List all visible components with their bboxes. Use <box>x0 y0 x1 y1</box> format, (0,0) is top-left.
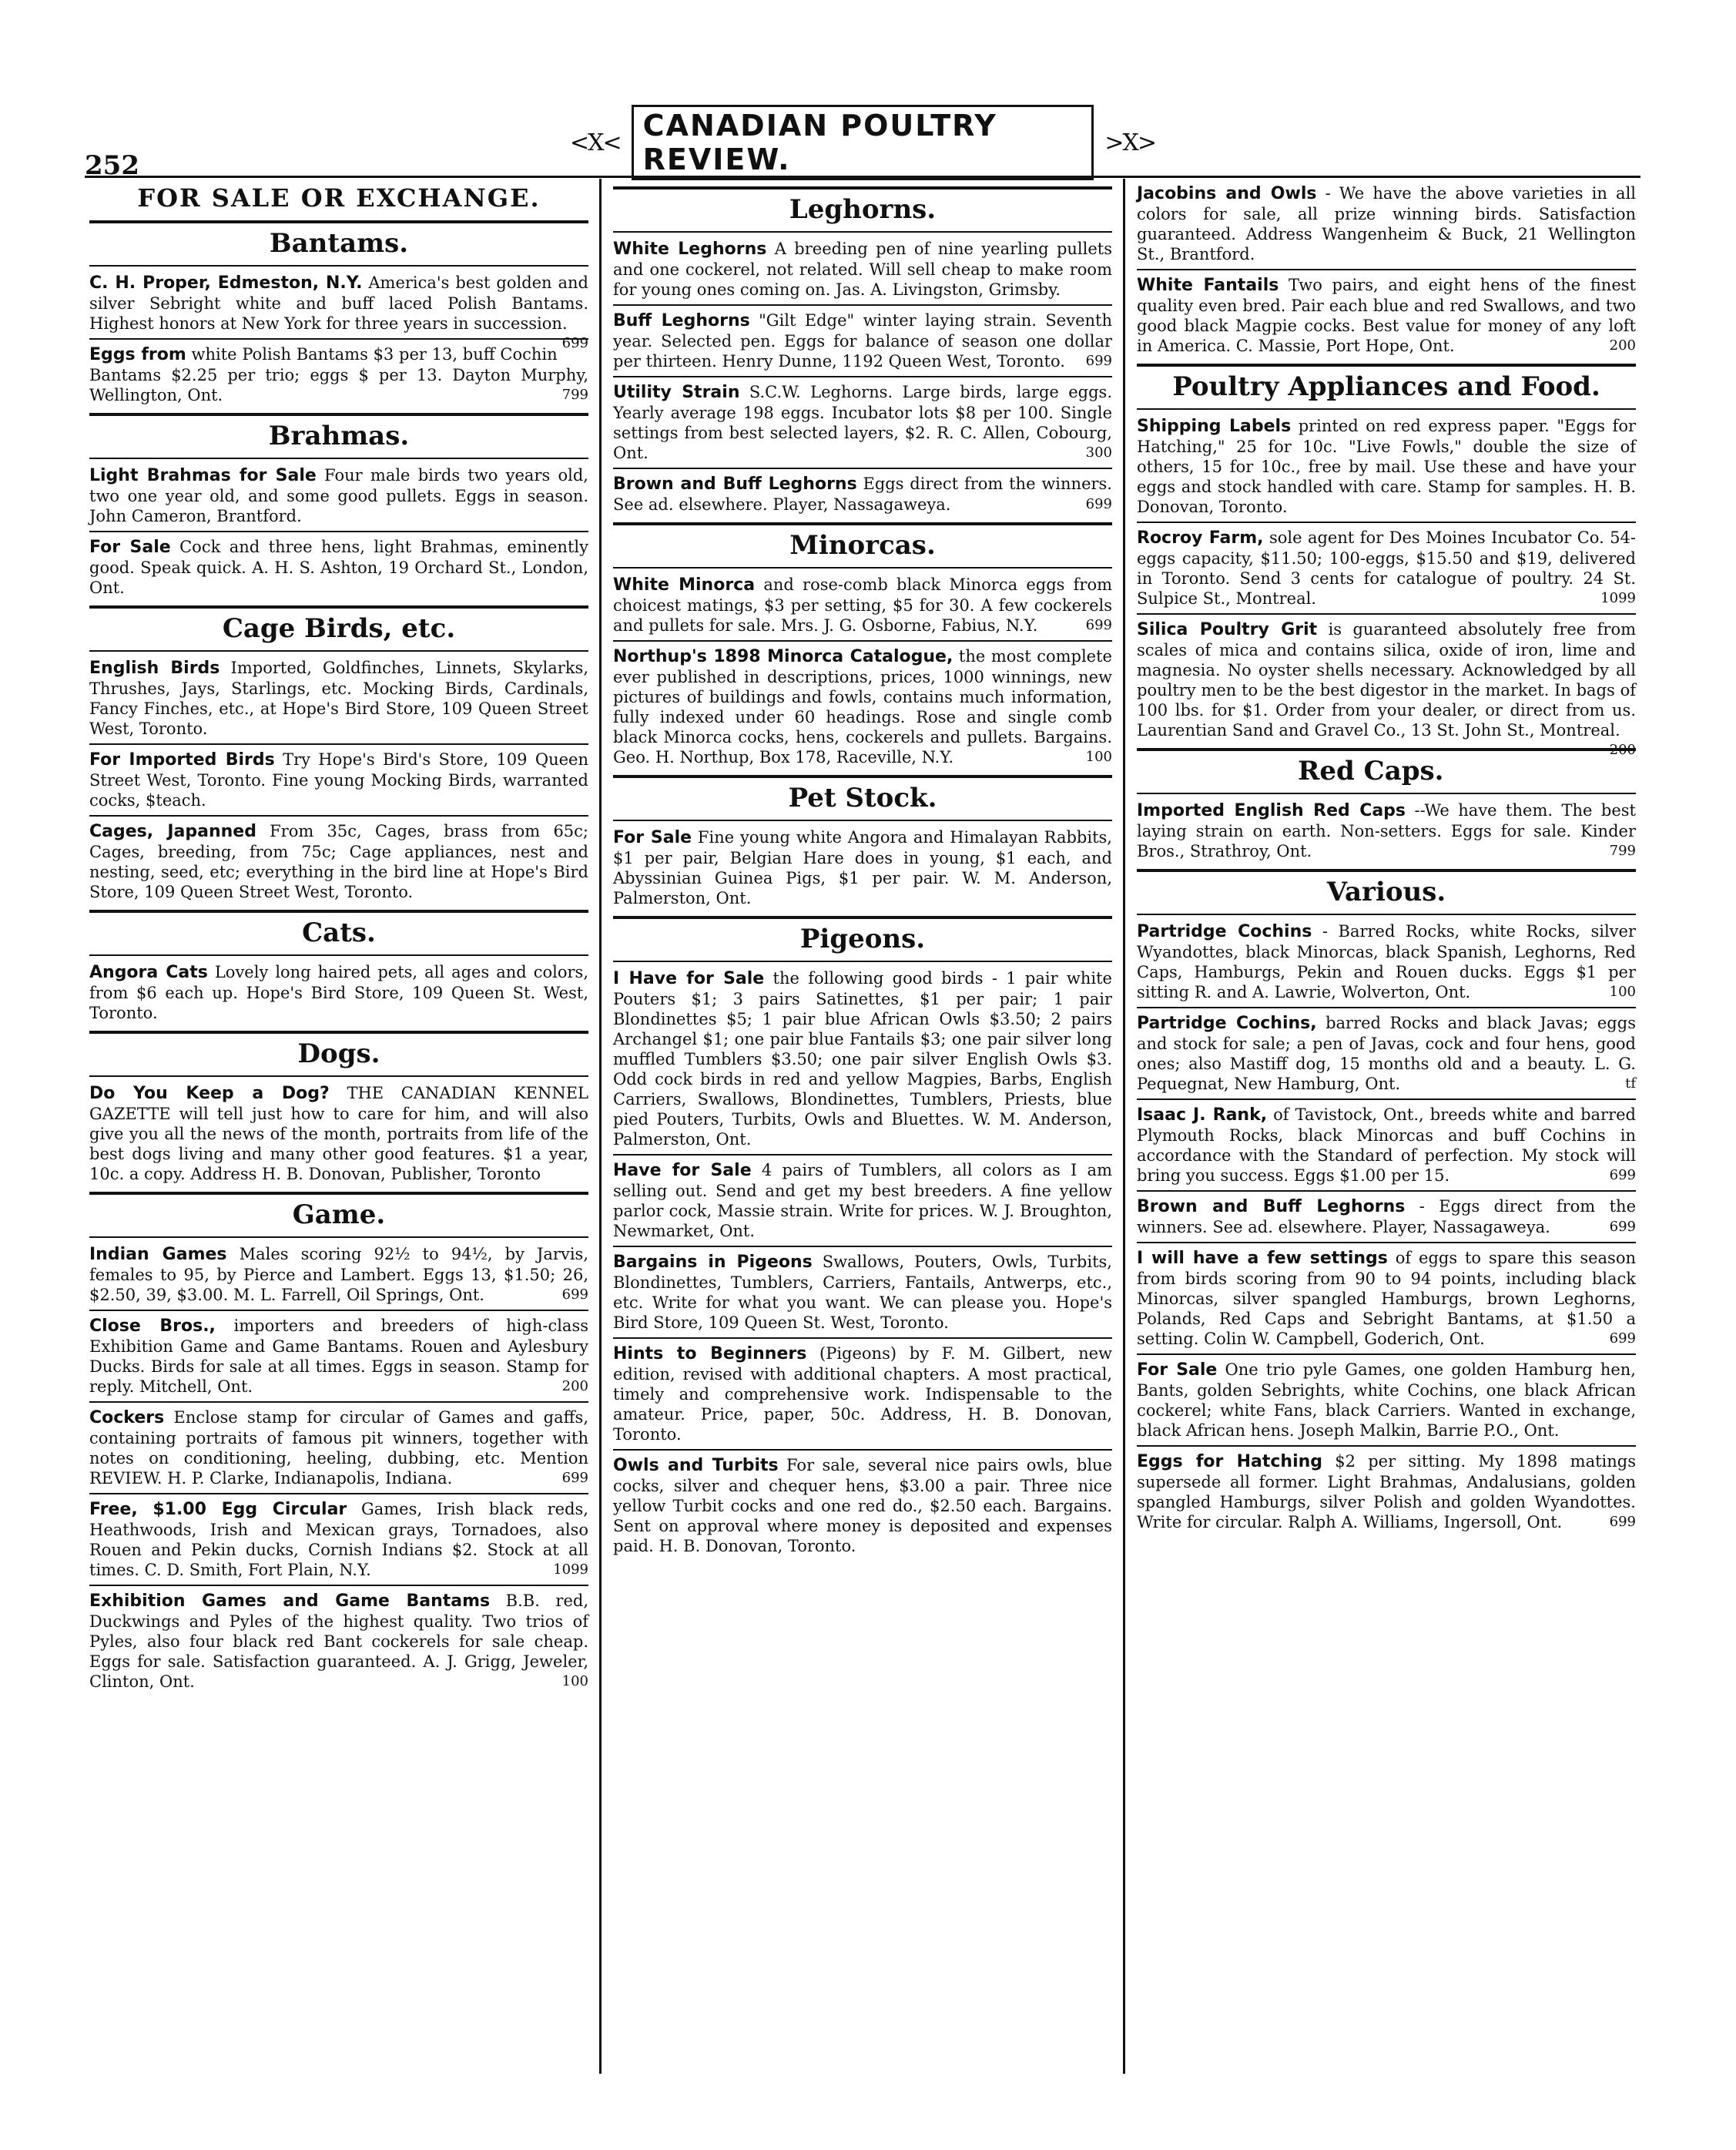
ad-body: (Pigeons) by F. M. Gilbert, new edition, revised with additional chapters. A most practical, timely and comprehensive work. Indispensable to the amateur. Price, paper, 50c. Address, H. B. Donovan, Toronto. <box>613 1344 1112 1444</box>
ad-headline: White Leghorns <box>613 240 767 259</box>
ad-headline: Light Brahmas for Sale <box>89 466 317 485</box>
classified-ad <box>613 827 1112 908</box>
top-rule <box>85 176 1640 178</box>
ad-body: importers and breeders of high-class Exhibition Game and Game Bantams. Rouen and Aylesbury Ducks. Birds for sale at all times. Eggs in season. Stamp for reply. Mitchell, Ont. <box>89 1316 588 1396</box>
ad-headline: Jacobins and Owls <box>1137 184 1317 203</box>
classified-ad <box>613 474 1112 515</box>
ad-divider <box>89 743 588 745</box>
section-heading: Red Caps. <box>1137 748 1636 794</box>
ad-body: "Gilt Edge" winter laying strain. Seventh year. Selected pen. Eggs for balance of season one dollar per thirteen. Henry Dunne, 1192 Queen West, Toronto. <box>613 311 1112 371</box>
ad-code-number: 699 <box>1085 496 1112 512</box>
ad-divider <box>613 468 1112 469</box>
ad-headline: C. H. Proper, Edmeston, N.Y. <box>89 273 363 293</box>
ad-code-number: 1099 <box>1600 590 1636 606</box>
ornament-right: >X> <box>1104 129 1155 156</box>
ad-headline: White Fantails <box>1137 276 1279 295</box>
classified-ad <box>1137 1105 1636 1186</box>
ad-body: printed on red express paper. "Eggs for Hatching," 25 for 10c. "Live Fowls," double the size of others, 15 for 10c., free by mail. Use these and have your eggs and stock handled with care. Stamp for samples. H. B. Donovan, Toronto. <box>1137 417 1636 516</box>
ad-divider <box>613 304 1112 306</box>
ad-body: S.C.W. Leghorns. Large birds, large eggs. Yearly average 198 eggs. Incubator lots $8 per 100. Single settings from best selected layers, $2. R. C. Allen, Cobourg, Ont. <box>613 383 1112 462</box>
column-2 <box>608 179 1117 2074</box>
ad-code-number: 699 <box>1085 353 1112 369</box>
ad-body: A breeding pen of nine yearling pullets and one cockerel, not related. Will sell cheap to make room for young ones coming on. Jas. A. Livingston, Grimsby. <box>613 240 1112 299</box>
classified-ad <box>89 821 588 902</box>
ad-divider <box>1137 1007 1636 1008</box>
ad-body: $2 per sitting. My 1898 matings supersede all former. Light Brahmas, Andalusians, golden spangled Hamburgs, silver Polish and golden Wyandottes. Write for circular. Ralph A. Williams, Ingersoll, Ont. <box>1137 1452 1636 1531</box>
classified-ad <box>1137 800 1636 861</box>
ad-headline: Northup's 1898 Minorca Catalogue, <box>613 647 953 666</box>
ad-divider <box>613 1449 1112 1451</box>
ad-headline: Buff Leghorns <box>613 311 750 330</box>
ad-divider <box>89 338 588 340</box>
ad-body: Fine young white Angora and Himalayan Rabbits, $1 per pair, Belgian Hare does in young, $1 each, and Abyssinian Guinea Pigs, $1 per pair. W. M. Anderson, Palmerston, Ont. <box>613 828 1112 907</box>
ad-divider <box>613 1154 1112 1155</box>
classified-ad <box>89 1591 588 1692</box>
classified-ad <box>1137 275 1636 356</box>
ad-divider <box>89 815 588 817</box>
section-heading: Pigeons. <box>613 916 1112 962</box>
ad-body: the following good birds - 1 pair white Pouters $1; 3 pairs Satinettes, $1 per pair; 1 pair Blondinettes $5; 1 pair blue African Owls $3.50; 2 pairs Archangel $1; one pair blue Fantails $3; one pair silver long muffled Tumblers $3.50; one pair silver English Owls $3. Odd cock birds in red and yellow Magpies, Barbs, English Carriers, Swallows, Blondinettes, Tumblers, Priests, blue pied Pouters, Turbits, Owls and Bluettes. W. M. Anderson, Palmerston, Ont. <box>613 969 1112 1149</box>
ad-code-number: 699 <box>561 1470 588 1486</box>
ad-code-number: 699 <box>1609 1330 1636 1347</box>
masthead <box>570 109 1155 176</box>
ad-headline: For Sale <box>89 538 171 557</box>
ad-headline: Imported English Red Caps <box>1137 801 1406 820</box>
classified-ad <box>89 1083 588 1184</box>
ad-code-number: 699 <box>1609 1514 1636 1530</box>
ad-headline: Cages, Japanned <box>89 822 256 841</box>
ad-body: 4 pairs of Tumblers, all colors as I am selling out. Send and get my best breeders. A fine yellow parlor cock, Massie strain. Write for prices. W. J. Broughton, Newmarket, Ont. <box>613 1161 1112 1240</box>
ad-divider <box>1137 1445 1636 1447</box>
classified-ad <box>1137 1451 1636 1532</box>
ad-body: is guaranteed absolutely free from scales of mica and contains silica, oxide of iron, lime and magnesia. No oyster shells necessary. Acknowledged by all poultry men to be the best digestor in the market. In bags of 100 lbs. for $1. Order from your dealer, or direct from us. Laurentian Sand and Gravel Co., 13 St. John St., Montreal. <box>1137 620 1637 740</box>
ad-divider <box>89 1310 588 1311</box>
ad-code-number: 1099 <box>553 1561 588 1578</box>
classified-ad <box>89 1499 588 1580</box>
ad-headline: I Have for Sale <box>613 969 765 988</box>
page-number: 252 <box>85 150 139 181</box>
ad-divider <box>89 1585 588 1586</box>
classified-ad <box>613 968 1112 1149</box>
ad-body: THE CANADIAN KENNEL GAZETTE will tell just how to care for him, and will also give you all the news of the month, portraits from life of the best dogs living and many other good features. $1 a year, 10c. a copy. Address H. B. Donovan, Publisher, Toronto <box>89 1084 588 1183</box>
classified-ad <box>613 1252 1112 1333</box>
ad-divider <box>1137 269 1636 270</box>
section-heading: Brahmas. <box>89 413 588 459</box>
ad-body: America's best golden and silver Sebright white and buff laced Polish Bantams. Highest honors at New York for three years in succession. <box>89 273 588 333</box>
ad-divider <box>89 1493 588 1494</box>
section-heading: Cats. <box>89 910 588 956</box>
section-heading: Minorcas. <box>613 522 1112 569</box>
section-heading: Cage Birds, etc. <box>89 605 588 652</box>
ad-divider <box>1137 1098 1636 1100</box>
ornament-left: <X< <box>570 129 621 156</box>
ad-headline: Brown and Buff Leghorns <box>613 475 857 494</box>
ad-headline: Eggs from <box>89 345 186 364</box>
ad-headline: Partridge Cochins <box>1137 922 1312 941</box>
ad-body: of eggs to spare this season from birds scoring from 90 to 94 points, including black Minorcas, silver spangled Hamburgs, brown Leghorns, Polands, Red Caps and Sebright Bantams, at $1.50 a setting. Colin W. Campbell, Goderich, Ont. <box>1137 1249 1636 1348</box>
ad-body: --We have them. The best laying strain on earth. Non-setters. Eggs for sale. Kinder Bros., Strathroy, Ont. <box>1137 801 1636 860</box>
ad-body: Eggs direct from the winners. See ad. elsewhere. Player, Nassagaweya. <box>613 475 1112 514</box>
ad-headline: Eggs for Hatching <box>1137 1452 1323 1471</box>
ad-divider <box>613 640 1112 642</box>
section-heading: Game. <box>89 1192 588 1238</box>
columns <box>85 179 1640 2074</box>
ad-headline: Owls and Turbits <box>613 1456 779 1475</box>
ad-headline: English Birds <box>89 659 220 678</box>
ad-headline: Brown and Buff Leghorns <box>1137 1197 1406 1216</box>
ad-code-number: 200 <box>1609 337 1636 354</box>
ad-body: sole agent for Des Moines Incubator Co. 54-eggs capacity, $11.50; 100-eggs, $15.50 and $19, delivered in Toronto. Send 3 cents for catalogue of poultry. 24 St. Sulpice St., Montreal. <box>1137 528 1636 608</box>
ad-code-number: tf <box>1625 1075 1636 1092</box>
ad-body: Cock and three hens, light Brahmas, eminently good. Speak quick. A. H. S. Ashton, 19 Orchard St., London, Ont. <box>89 538 588 597</box>
ad-body: - Barred Rocks, white Rocks, silver Wyandottes, black Minorcas, black Spanish, Leghorns, Red Caps, Hamburgs, Pekin and Rouen ducks. Eggs $1 per sitting R. and A. Lawrie, Wolverton, Ont. <box>1137 922 1636 1001</box>
ad-headline: White Minorca <box>613 575 756 595</box>
classified-ad <box>89 750 588 810</box>
classified-ad <box>613 310 1112 371</box>
ad-divider <box>613 1337 1112 1339</box>
ad-divider <box>1137 1353 1636 1355</box>
ad-body: Males scoring 92½ to 94½, by Jarvis, females to 95, by Pierce and Lambert. Eggs 13, $1.50; 26, $2.50, 39, $3.00. M. L. Farrell, Oil Springs, Ont. <box>89 1245 588 1304</box>
ad-divider <box>89 531 588 532</box>
ad-code-number: 100 <box>561 1673 588 1689</box>
ad-headline: Hints to Beginners <box>613 1344 807 1363</box>
column-title: FOR SALE OR EXCHANGE. <box>137 183 541 213</box>
classified-ad <box>89 1244 588 1305</box>
ad-body: B.B. red, Duckwings and Pyles of the highest quality. Two trios of Pyles, also four black red Bant cockerels for sale cheap. Eggs for sale. Satisfaction guaranteed. A. J. Grigg, Jeweler, Clinton, Ont. <box>89 1592 589 1691</box>
classified-ad <box>1137 183 1636 264</box>
section-heading: Bantams. <box>89 220 588 267</box>
ad-headline: I will have a few settings <box>1137 1249 1388 1268</box>
ad-body: Lovely long haired pets, all ages and colors, from $6 each up. Hope's Bird Store, 109 Queen St. West, Toronto. <box>89 963 588 1022</box>
ad-body: Try Hope's Bird's Store, 109 Queen Street West, Toronto. Fine young Mocking Birds, warranted cocks, $teach. <box>89 750 588 810</box>
ad-body: Swallows, Pouters, Owls, Turbits, Blondinettes, Tumblers, Carriers, Fantails, Antwerps, etc., etc. Write for what you want. We can please you. Hope's Bird Store, 109 Queen St. West, Toronto. <box>613 1253 1112 1332</box>
ad-headline: Shipping Labels <box>1137 417 1292 436</box>
section-heading: Poultry Appliances and Food. <box>1137 364 1636 410</box>
ad-body: the most complete ever published in descriptions, prices, 1000 winnings, new pictures of buildings and fowls, contains much information, fully indexed under 60 headings. Rose and single comb black Minorca cocks, hens, cockerels and pullets. Bargains. Geo. H. Northup, Box 178, Raceville, N.Y. <box>613 647 1112 766</box>
classified-ad <box>613 1343 1112 1444</box>
ad-headline: For Imported Birds <box>89 750 275 770</box>
ad-body: For sale, several nice pairs owls, blue cocks, silver and chequer hens, $3.00 a pair. Three nice yellow Turbit cocks and one red do., $2.50 each. Bargains. Sent on approval where money is deposited and expenses paid. H. B. Donovan, Toronto. <box>613 1456 1112 1555</box>
ad-headline: Partridge Cochins, <box>1137 1014 1317 1033</box>
classified-ad <box>89 537 588 598</box>
classified-ad <box>1137 1196 1636 1237</box>
classified-ad <box>1137 528 1636 609</box>
ad-divider <box>1137 1190 1636 1192</box>
ad-code-number: 699 <box>1609 1167 1636 1183</box>
ad-divider <box>1137 522 1636 523</box>
ad-headline: Silica Poultry Grit <box>1137 620 1318 639</box>
classified-ad <box>89 1407 588 1488</box>
classified-ad <box>89 1316 588 1397</box>
classified-ad <box>1137 416 1636 517</box>
ad-divider <box>89 1401 588 1403</box>
ad-code-number: 799 <box>1609 843 1636 859</box>
ad-code-number: 200 <box>1609 742 1636 758</box>
ad-body: - We have the above varieties in all colors for sale, all prize winning birds. Satisfaction guaranteed. Address Wangenheim & Buck, 21 Wellington St., Brantford. <box>1137 184 1637 263</box>
ad-code-number: 100 <box>1609 984 1636 1000</box>
section-heading: Dogs. <box>89 1031 588 1077</box>
section-heading: Pet Stock. <box>613 775 1112 821</box>
ad-headline: For Sale <box>1137 1360 1218 1380</box>
classified-ad <box>1137 921 1636 1002</box>
ad-code-number: 699 <box>561 1286 588 1303</box>
ad-body: of Tavistock, Ont., breeds white and barred Plymouth Rocks, black Minorcas and buff Cochins in accordance with the Standard of perfection. My stock will bring you success. Eggs $1.00 per 15. <box>1137 1105 1636 1185</box>
classified-ad <box>89 962 588 1023</box>
classified-ad <box>613 239 1112 300</box>
ad-headline: Rocroy Farm, <box>1137 528 1264 548</box>
classified-ad <box>613 646 1112 767</box>
ad-body: One trio pyle Games, one golden Hamburg hen, Bants, golden Sebrights, white Cochins, one black African cockerel; white Fans, black Carriers. Wanted in exchange, black African hens. Joseph Malkin, Barrie P.O., Ont. <box>1137 1360 1636 1440</box>
ad-headline: Angora Cats <box>89 963 208 982</box>
classified-ad <box>613 575 1112 636</box>
classified-ad <box>1137 1248 1636 1349</box>
classified-ad <box>89 344 588 405</box>
classified-ad <box>1137 619 1637 758</box>
ad-body: From 35c, Cages, brass from 65c; Cages, breeding, from 75c; Cage appliances, nest and nesting, seed, etc; everything in the bird line at Hope's Bird Store, 109 Queen Street West, Toronto. <box>89 822 588 901</box>
ad-body: and rose-comb black Minorca eggs from choicest matings, $3 per setting, $5 for 30. A few cockerels and pullets for sale. Mrs. J. G. Osborne, Fabius, N.Y. <box>613 575 1113 635</box>
ad-code-number: 200 <box>561 1378 588 1394</box>
classified-ad <box>89 273 588 351</box>
section-heading: Leghorns. <box>613 186 1112 233</box>
ad-headline: Isaac J. Rank, <box>1137 1105 1268 1125</box>
ad-divider <box>1137 1242 1636 1243</box>
ad-body: Four male birds two years old, two one year old, and some good pullets. Eggs in season. John Cameron, Brantford. <box>89 466 588 525</box>
ad-headline: For Sale <box>613 828 692 847</box>
classified-ad <box>613 1455 1112 1556</box>
ad-code-number: 699 <box>1085 617 1112 633</box>
ad-headline: Have for Sale <box>613 1161 752 1180</box>
ad-headline: Utility Strain <box>613 383 740 402</box>
ad-body: Enclose stamp for circular of Games and gaffs, containing portraits of famous pit winners, together with notes on conditioning, heeling, dubbing, etc. Mention REVIEW. H. P. Clarke, Indianapolis, Indiana. <box>89 1408 588 1488</box>
ad-body: white Polish Bantams $3 per 13, buff Cochin Bantams $2.25 per trio; eggs $ per 13. Dayton Murphy, Wellington, Ont. <box>89 345 588 404</box>
ad-body: - Eggs direct from the winners. See ad. elsewhere. Player, Nassagaweya. <box>1137 1197 1636 1236</box>
ad-body: Two pairs, and eight hens of the finest quality even bred. Pair each blue and red Swallows, and two good black Magpie cocks. Best value for money of any loft in America. C. Massie, Port Hope, Ont. <box>1137 276 1636 355</box>
ad-headline: Exhibition Games and Game Bantams <box>89 1592 491 1611</box>
classified-ad <box>613 1160 1112 1241</box>
classified-ad <box>613 382 1112 463</box>
ad-headline: Free, $1.00 Egg Circular <box>89 1500 347 1519</box>
ad-code-number: 699 <box>1609 1219 1636 1235</box>
ad-headline: Bargains in Pigeons <box>613 1253 813 1272</box>
ad-code-number: 799 <box>561 387 588 403</box>
ad-headline: Close Bros., <box>89 1316 216 1336</box>
ad-code-number: 100 <box>1085 749 1112 765</box>
ad-headline: Cockers <box>89 1408 165 1427</box>
column-3 <box>1132 179 1640 2074</box>
classified-ad <box>89 658 588 739</box>
classified-ad <box>1137 1013 1636 1094</box>
ad-divider <box>613 1246 1112 1247</box>
ad-divider <box>613 376 1112 377</box>
column-1 <box>85 179 593 2074</box>
masthead-title: CANADIAN POULTRY REVIEW. <box>632 105 1094 180</box>
ad-body: barred Rocks and black Javas; eggs and stock for sale; a pen of Javas, cock and four hens, good ones; also Mastiff dog, 15 months old and a beauty. L. G. Pequegnat, New Hamburg, Ont. <box>1137 1014 1636 1093</box>
ad-headline: Indian Games <box>89 1245 227 1264</box>
ad-divider <box>1137 613 1636 615</box>
classified-ad <box>89 465 588 526</box>
ad-code-number: 300 <box>1085 444 1112 461</box>
classified-ad <box>1137 1360 1636 1441</box>
section-heading: Various. <box>1137 869 1636 915</box>
ad-body: Imported, Goldfinches, Linnets, Skylarks, Thrushes, Jays, Starlings, etc. Mocking Birds, Cardinals, Fancy Finches, etc., at Hope's Bird Store, 109 Queen Street West, Toronto. <box>89 659 588 738</box>
ad-body: Games, Irish black reds, Heathwoods, Irish and Mexican grays, Tornadoes, also Rouen and Pekin ducks, Cornish Indians $2. Stock at all times. C. D. Smith, Fort Plain, N.Y. <box>89 1500 588 1579</box>
ad-code-number: 699 <box>561 335 588 351</box>
ad-headline: Do You Keep a Dog? <box>89 1084 330 1103</box>
